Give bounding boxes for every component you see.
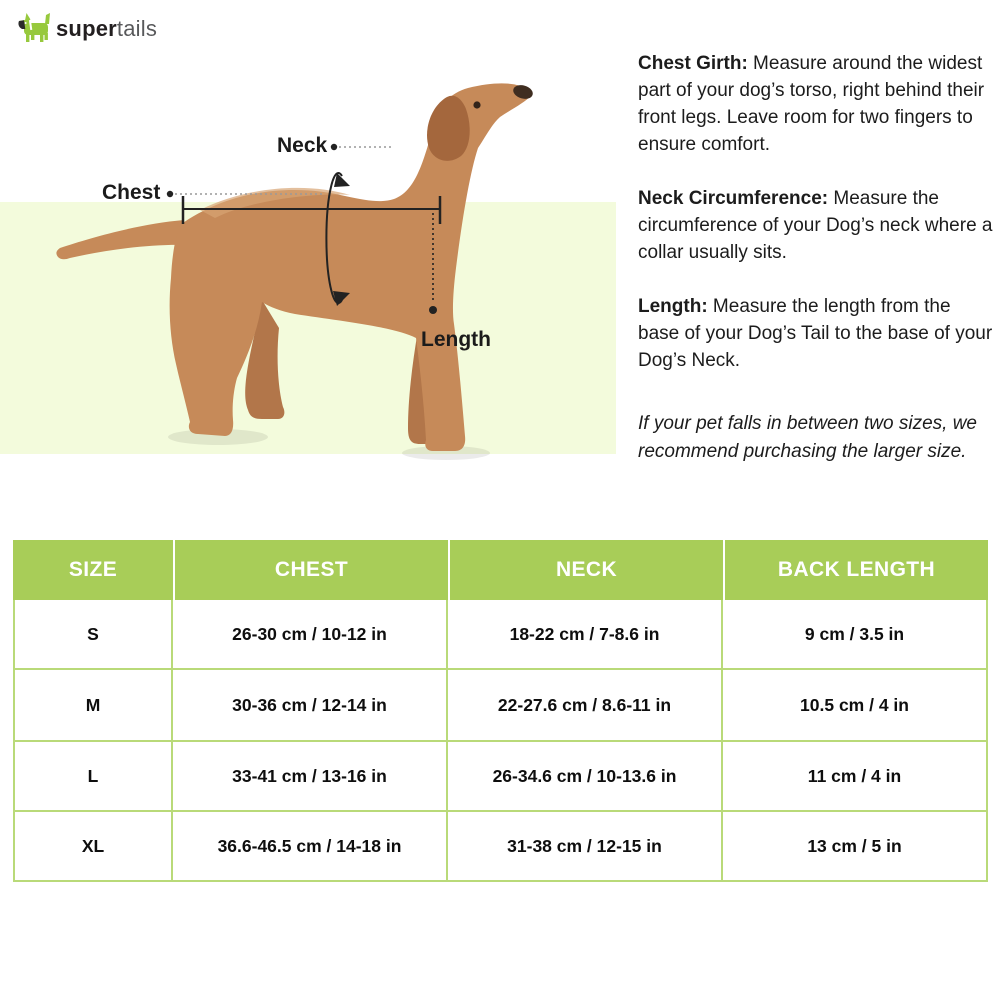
table-row-l xyxy=(13,742,988,812)
instruction-length-label: Length: xyxy=(638,296,708,317)
table-row-s xyxy=(13,600,988,670)
cell-l-neck: 26-34.6 cm / 10-13.6 in xyxy=(448,742,723,812)
label-length: Length xyxy=(421,328,491,351)
neck-leader-dot xyxy=(331,144,337,150)
instruction-neck-circumference xyxy=(638,185,994,266)
cell-xl-length: 13 cm / 5 in xyxy=(723,812,988,882)
cell-m-length: 10.5 cm / 4 in xyxy=(723,670,988,742)
sizing-note: If your pet falls in between two sizes, we recommend purchasing the larger size. xyxy=(638,413,977,462)
brand-tails: tails xyxy=(116,16,158,41)
instruction-neck-text: Measure the circumference of your Dog’s neck where a collar usually sits. xyxy=(638,188,993,263)
instruction-length-text: Measure the length from the base of your Dog’s Tail to the base of your Dog’s Neck. xyxy=(638,296,993,371)
table-row-xl xyxy=(13,812,988,882)
cell-xl-chest: 36.6-46.5 cm / 14-18 in xyxy=(173,812,448,882)
dog-body xyxy=(170,83,532,451)
header-back-length: BACK LENGTH xyxy=(723,540,988,600)
header-neck: NECK xyxy=(448,540,723,600)
label-neck: Neck xyxy=(277,134,328,157)
table-row-m xyxy=(13,670,988,742)
cell-s-neck: 18-22 cm / 7-8.6 in xyxy=(448,600,723,670)
cell-l-size: L xyxy=(13,742,173,812)
dog-eye xyxy=(473,101,480,108)
cell-l-chest: 33-41 cm / 13-16 in xyxy=(173,742,448,812)
length-leader-dot xyxy=(429,306,437,314)
instruction-chest-girth-label: Chest Girth: xyxy=(638,53,748,74)
instruction-length xyxy=(638,293,994,374)
instructions-panel xyxy=(638,50,994,466)
header-size: SIZE xyxy=(13,540,173,600)
cell-xl-neck: 31-38 cm / 12-15 in xyxy=(448,812,723,882)
label-chest: Chest xyxy=(102,181,161,204)
cell-s-length: 9 cm / 3.5 in xyxy=(723,600,988,670)
instruction-chest-girth xyxy=(638,50,994,158)
cell-s-size: S xyxy=(13,600,173,670)
dog-ear xyxy=(427,96,470,161)
cell-s-chest: 26-30 cm / 10-12 in xyxy=(173,600,448,670)
cell-m-neck: 22-27.6 cm / 8.6-11 in xyxy=(448,670,723,742)
size-chart-table xyxy=(13,540,988,882)
cell-l-length: 11 cm / 4 in xyxy=(723,742,988,812)
instruction-neck-label: Neck Circumference: xyxy=(638,188,829,209)
chest-leader-dot xyxy=(167,191,173,197)
brand-super: super xyxy=(56,16,117,41)
table-header-row xyxy=(13,540,988,600)
instruction-chest-girth-text: Measure around the widest part of your dog’s torso, right behind their front legs. Leave room for two fingers to ensure comfort. xyxy=(638,53,985,155)
header-chest: CHEST xyxy=(173,540,448,600)
cell-m-chest: 30-36 cm / 12-14 in xyxy=(173,670,448,742)
cell-m-size: M xyxy=(13,670,173,742)
dog-tail xyxy=(56,220,186,259)
cell-xl-size: XL xyxy=(13,812,173,882)
